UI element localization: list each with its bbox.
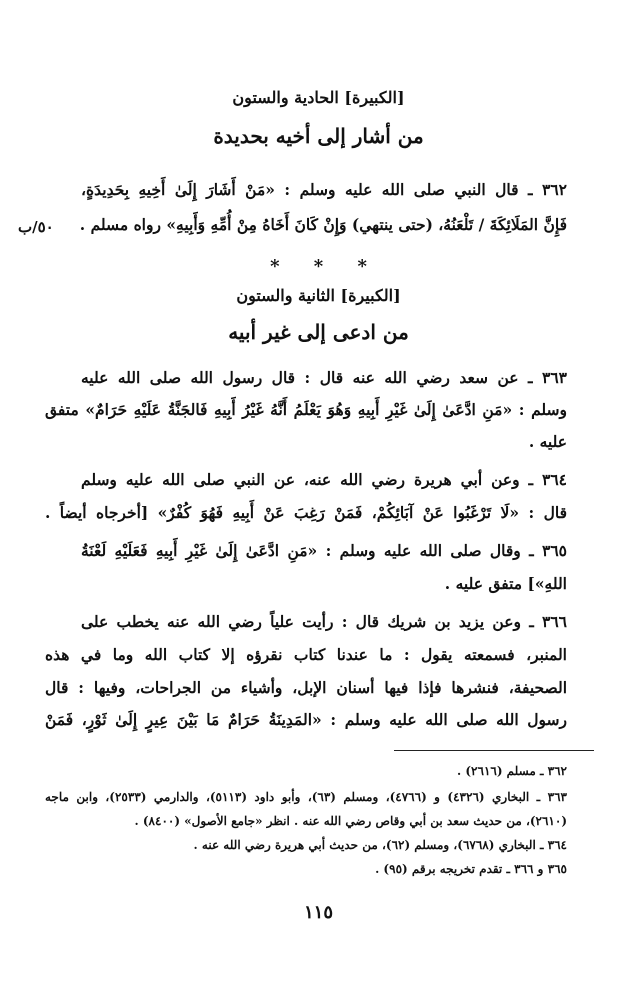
footnote: ٣٦٣ ـ البخاري (٤٣٢٦) و (٤٧٦٦)، ومسلم (٦٣)، وأبو داود (٥١١٣)، والدارمي (٢٥٣٣)، وابن ماجه <box>45 790 567 804</box>
section2-subtitle: [الكبيرة] الثانية والستون <box>236 286 401 305</box>
text-line: رسول الله صلى الله عليه وسلم : «المَدِينَةُ حَرَامٌ مَا بَيْنَ عِيرٍ إِلَىٰ ثَوْرٍ، فَمَنْ <box>45 710 567 729</box>
text-line: ٣٦٣ ـ عن سعد رضي الله عنه قال : قال رسول الله صلى الله عليه <box>81 368 567 387</box>
text-line: عليه . <box>528 432 567 451</box>
text-line: فَإِنَّ المَلَائِكَةَ / تَلْعَنُهُ، (حتى ينتهي) وَإِنْ كَانَ أَخَاهُ مِنْ أُمِّهِ وَأَبِيهِ» رواه مسلم . <box>79 215 567 234</box>
footnote: ٣٦٥ و ٣٦٦ ـ تقدم تخريجه برقم (٩٥) . <box>375 862 567 876</box>
footnote-divider <box>394 750 594 751</box>
text-line: ٣٦٥ ـ وقال صلى الله عليه وسلم : «مَنِ ادَّعَىٰ إِلَىٰ غَيْرِ أَبِيهِ فَعَلَيْهِ لَعْنَةُ <box>81 541 567 560</box>
text-line: ٣٦٦ ـ وعن يزيد بن شريك قال : رأيت علياً رضي الله عنه يخطب على <box>81 612 567 631</box>
text-line: ٣٦٤ ـ وعن أبي هريرة رضي الله عنه، عن النبي صلى الله عليه وسلم <box>81 470 567 489</box>
separator-stars: * * * <box>270 256 367 277</box>
margin-page-marker-text: ٥٠/ب <box>18 218 54 236</box>
footnote: (٢٦١٠)، من حديث سعد بن أبي وقاص رضي الله عنه . انظر «جامع الأصول» (٨٤٠٠) . <box>134 814 567 828</box>
text-line: الصحيفة، فنشرها فإذا فيها أسنان الإبل، وأشياء من الجراحات، وفيها : قال <box>45 678 567 697</box>
section2-title: من ادعى إلى غير أبيه <box>228 320 409 344</box>
text-line: قال : «لَا تَرْغَبُوا عَنْ آبَائِكُمْ، فَمَنْ رَغِبَ عَنْ أَبِيهِ فَهُوَ كُفْرٌ» [أخرجاه أيضاً . <box>45 503 567 522</box>
text-line: ٣٦٢ ـ قال النبي صلى الله عليه وسلم : «مَنْ أَشَارَ إِلَىٰ أَخِيهِ بِحَدِيدَةٍ، <box>81 180 567 199</box>
footnote: ٣٦٤ ـ البخاري (٦٧٦٨)، ومسلم (٦٢)، من حديث أبي هريرة رضي الله عنه . <box>193 838 567 852</box>
section1-subtitle: [الكبيرة] الحادية والستون <box>232 88 405 107</box>
text-line: المنبر، فسمعته يقول : ما عندنا كتاب نقرؤه إلا كتاب الله وما في هذه <box>45 645 567 664</box>
text-line: وسلم : «مَنِ ادَّعَىٰ إِلَىٰ غَيْرِ أَبِيهِ وَهُوَ يَعْلَمُ أَنَّهُ غَيْرُ أَبِيهِ فَالجَنَّةُ عَلَيْهِ حَرَامٌ» متفق <box>45 400 567 419</box>
text-line: اللهِ»] متفق عليه . <box>444 574 567 593</box>
section1-title: من أشار إلى أخيه بحديدة <box>213 124 424 148</box>
footnote: ٣٦٢ ـ مسلم (٢٦١٦) . <box>457 764 567 778</box>
margin-page-marker <box>18 218 54 236</box>
page-number: ١١٥ <box>303 902 333 923</box>
